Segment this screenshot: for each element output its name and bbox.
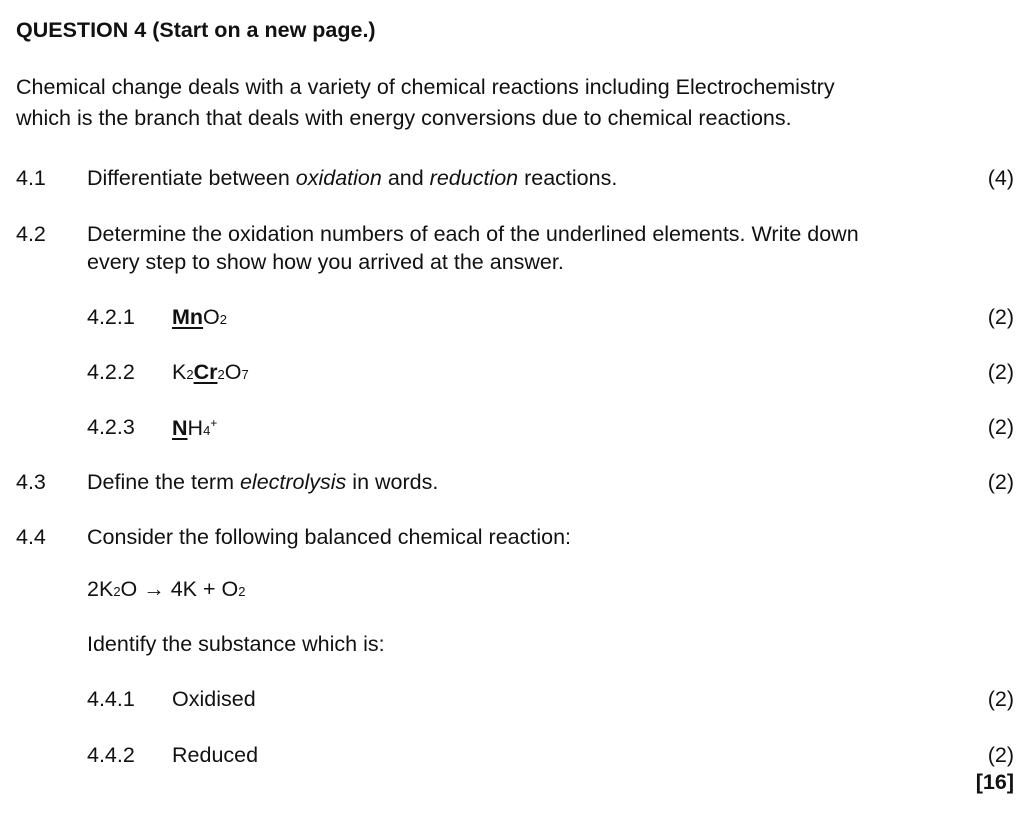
intro-line-2: which is the branch that deals with energy conversions due to chemical reactions. <box>16 106 792 130</box>
question-number-4-4: 4.4 <box>16 525 46 549</box>
q41-text-b: and <box>381 166 430 190</box>
question-number-4-4-2: 4.4.2 <box>87 743 135 767</box>
question-number-4-2-2: 4.2.2 <box>87 360 135 384</box>
marks-4-2-1: (2) <box>987 305 1014 329</box>
formula-4-2-2 <box>172 362 249 384</box>
subscript: 2 <box>219 312 228 327</box>
q41-text-c: reactions. <box>518 166 618 190</box>
question-text-4-2-line-2: every step to show how you arrived at the answer. <box>87 250 564 274</box>
q41-text-a: Differentiate between <box>87 166 296 190</box>
subscript: 2 <box>238 584 246 599</box>
underlined-element: Mn <box>172 305 204 329</box>
underlined-element: N <box>172 416 188 441</box>
question-number-4-4-1: 4.4.1 <box>87 687 135 711</box>
equation-part: 2K <box>87 577 114 601</box>
question-number-4-1: 4.1 <box>16 166 46 190</box>
q41-term-oxidation: oxidation <box>295 166 382 190</box>
formula-4-2-1 <box>172 307 227 329</box>
question-number-4-2: 4.2 <box>16 222 46 246</box>
marks-4-4-1: (2) <box>987 687 1014 711</box>
marks-4-3: (2) <box>987 470 1014 494</box>
subscript: 2 <box>217 367 225 382</box>
intro-line-1: Chemical change deals with a variety of chemical reactions including Electrochemistry <box>16 75 835 99</box>
subscript: 4 <box>203 423 211 439</box>
question-text-4-3 <box>87 472 438 494</box>
marks-4-2-3: (2) <box>987 415 1014 439</box>
question-number-4-2-3: 4.2.3 <box>87 415 135 439</box>
answer-label-reduced: Reduced <box>172 743 259 767</box>
question-text-4-2-line-1: Determine the oxidation numbers of each of the underlined elements. Write down <box>87 222 859 246</box>
answer-label-oxidised: Oxidised <box>172 687 256 711</box>
marks-4-1: (4) <box>987 166 1014 190</box>
subscript: 2 <box>113 584 121 599</box>
marks-4-4-2: (2) <box>987 743 1014 767</box>
identify-prompt: Identify the substance which is: <box>87 632 385 656</box>
formula-part: O <box>203 305 220 329</box>
q43-text-b: in words. <box>346 470 439 494</box>
q43-term-electrolysis: electrolysis <box>239 470 347 494</box>
question-number-4-2-1: 4.2.1 <box>87 305 135 329</box>
formula-part: O <box>224 360 242 384</box>
reaction-equation <box>87 579 245 601</box>
formula-part: K <box>172 360 187 384</box>
superscript-charge: + <box>210 416 218 430</box>
formula-4-2-3 <box>172 417 217 440</box>
question-heading: QUESTION 4 (Start on a new page.) <box>16 18 376 42</box>
q43-text-a: Define the term <box>87 470 240 494</box>
total-marks: [16] <box>975 770 1014 794</box>
subscript: 7 <box>241 367 249 382</box>
question-text-4-4: Consider the following balanced chemical reaction: <box>87 525 572 549</box>
question-number-4-3: 4.3 <box>16 470 46 494</box>
marks-4-2-2: (2) <box>987 360 1014 384</box>
question-text-4-1 <box>87 168 617 190</box>
equation-part: O → 4K + O <box>120 577 239 601</box>
q41-term-reduction: reduction <box>429 166 519 190</box>
subscript: 2 <box>186 367 194 382</box>
formula-part: H <box>187 416 204 441</box>
underlined-element: Cr <box>193 360 218 384</box>
